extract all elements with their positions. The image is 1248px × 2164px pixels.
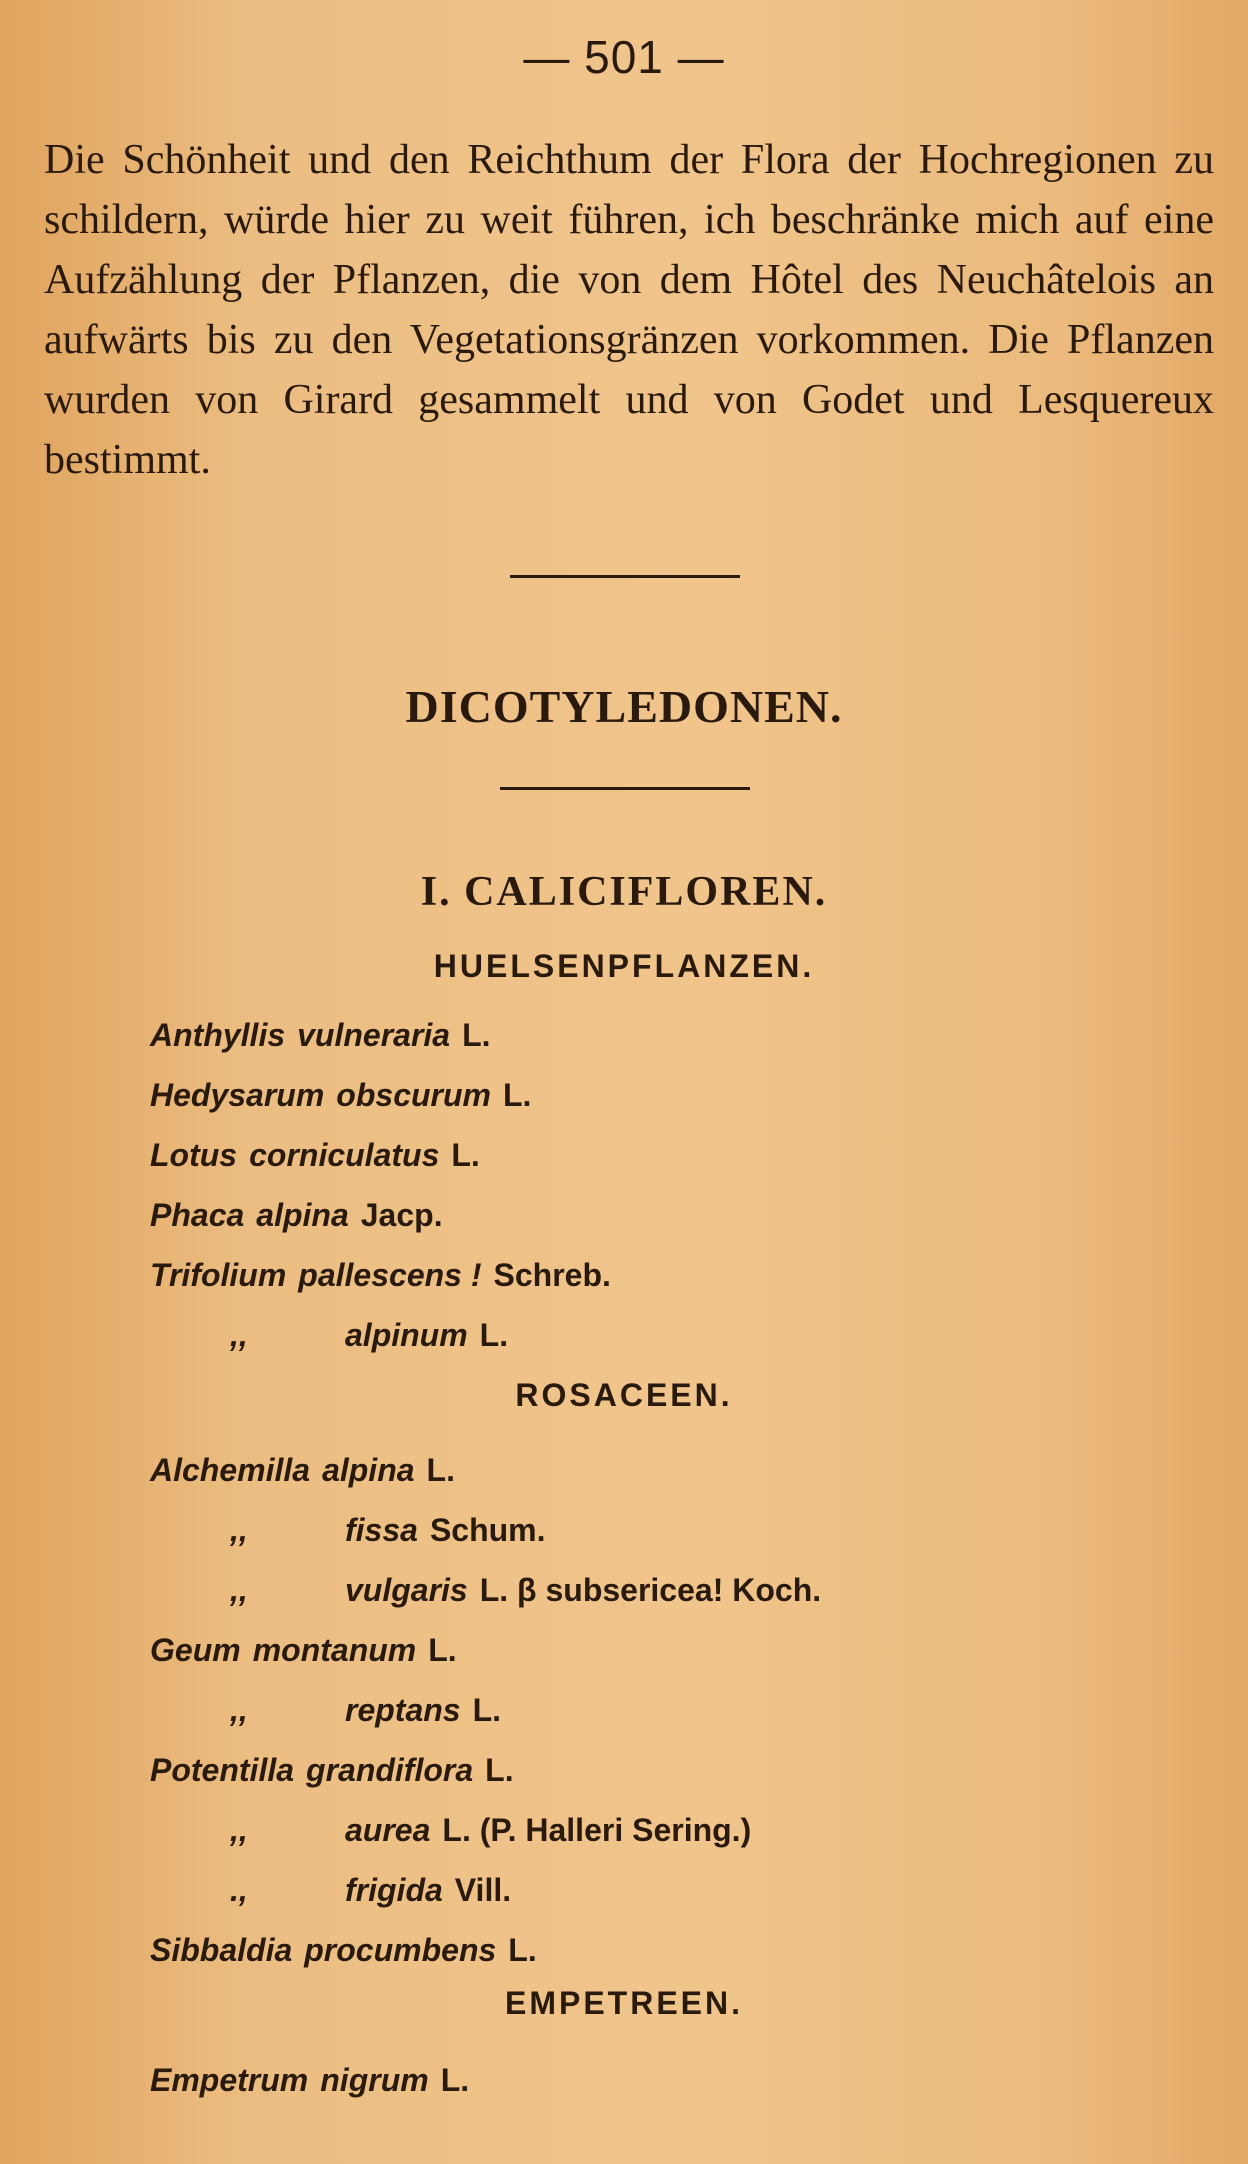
genus-name: Alchemilla [150, 1452, 311, 1488]
ditto-mark: ,, [230, 1317, 248, 1353]
species-name: fissa [345, 1512, 418, 1548]
family-heading-empetreen: EMPETREEN. [504, 1985, 744, 2021]
species-entry [150, 1305, 1200, 1365]
species-name: montanum [252, 1632, 417, 1668]
species-list-huelsenpflanzen [150, 1005, 1200, 1365]
author-abbrev: L. [428, 1632, 457, 1668]
species-name: vulneraria [297, 1017, 451, 1053]
genus-name: Phaca [150, 1197, 245, 1233]
main-heading: DICOTYLEDONEN. [405, 681, 843, 732]
species-name: corniculatus [249, 1137, 440, 1173]
species-name: procumbens [304, 1932, 497, 1968]
species-name: reptans [345, 1692, 461, 1728]
species-entry [150, 1440, 1200, 1500]
author-abbrev: Jacp. [360, 1197, 443, 1233]
species-name: pallescens ! [298, 1257, 482, 1293]
species-entry [150, 1185, 1200, 1245]
ditto-mark: ,, [230, 1512, 248, 1548]
ditto-mark: ., [230, 1872, 248, 1908]
author-abbrev: Schreb. [493, 1257, 611, 1293]
species-entry [150, 1125, 1200, 1185]
author-abbrev: L. [462, 1017, 491, 1053]
author-abbrev: L. [426, 1452, 455, 1488]
author-abbrev: L. [479, 1317, 509, 1353]
divider-rule-middle [500, 787, 750, 790]
ditto-mark: ,, [230, 1812, 248, 1848]
author-abbrev: L. [451, 1137, 480, 1173]
species-name: obscurum [336, 1077, 491, 1113]
genus-name: Geum [150, 1632, 241, 1668]
species-entry [150, 1065, 1200, 1125]
genus-name: Potentilla [150, 1752, 295, 1788]
species-entry [150, 1245, 1200, 1305]
class-heading: I. CALICIFLOREN. [420, 869, 828, 915]
genus-name: Lotus [150, 1137, 238, 1173]
species-entry [150, 1920, 1200, 1980]
species-name: alpinum [345, 1317, 468, 1353]
species-entry [150, 1500, 1200, 1560]
ditto-mark: ,, [230, 1572, 248, 1608]
intro-paragraph [44, 130, 1214, 490]
species-name: alpina [256, 1197, 349, 1233]
author-abbrev: L. [472, 1692, 502, 1728]
species-name: aurea [345, 1812, 431, 1848]
species-list-rosaceen [150, 1440, 1200, 1980]
intro-text: Die Schönheit und den Reichthum der Flora der Hochregionen zu schildern, würde hier zu weit führen, ich beschränke mich auf eine Aufzählung der Pflanzen, die von dem Hôtel des Neuchâtelois an aufwärts bis zu den Vegetationsgränzen vorkommen. Die Pflanzen wurden von Girard gesammelt und von Godet und Lesquereux bestimmt. [44, 137, 1214, 483]
author-abbrev: L. [508, 1932, 537, 1968]
species-entry [150, 1860, 1200, 1920]
author-abbrev: L. [502, 1077, 532, 1113]
genus-name: Trifolium [150, 1257, 287, 1293]
species-name: alpina [322, 1452, 415, 1488]
genus-name: Hedysarum [150, 1077, 325, 1113]
species-name: frigida [345, 1872, 443, 1908]
species-entry [150, 1680, 1200, 1740]
genus-name: Sibbaldia [150, 1932, 293, 1968]
family-heading-rosaceen: ROSACEEN. [515, 1377, 733, 1413]
species-entry [150, 2050, 1200, 2110]
species-entry [150, 1800, 1200, 1860]
genus-name: Anthyllis [150, 1017, 286, 1053]
ditto-mark: ,, [230, 1692, 248, 1728]
author-abbrev: L. [440, 2062, 470, 2098]
author-abbrev: L. [485, 1752, 514, 1788]
family-heading-huelsenpflanzen: HUELSENPFLANZEN. [433, 948, 815, 984]
species-entry [150, 1005, 1200, 1065]
species-entry [150, 1740, 1200, 1800]
author-abbrev: Vill. [454, 1872, 512, 1908]
species-name: grandiflora [306, 1752, 474, 1788]
genus-name: Empetrum [150, 2062, 309, 2098]
species-list-empetreen [150, 2050, 1200, 2110]
species-name: nigrum [320, 2062, 429, 2098]
species-entry [150, 1560, 1200, 1620]
page-number: — 501 — [523, 31, 725, 83]
author-abbrev: L. β subsericea! Koch. [479, 1572, 822, 1608]
species-name: vulgaris [345, 1572, 468, 1608]
species-entry [150, 1620, 1200, 1680]
author-abbrev: Schum. [429, 1512, 546, 1548]
divider-rule-top [510, 575, 740, 578]
author-abbrev: L. (P. Halleri Sering.) [442, 1812, 752, 1848]
